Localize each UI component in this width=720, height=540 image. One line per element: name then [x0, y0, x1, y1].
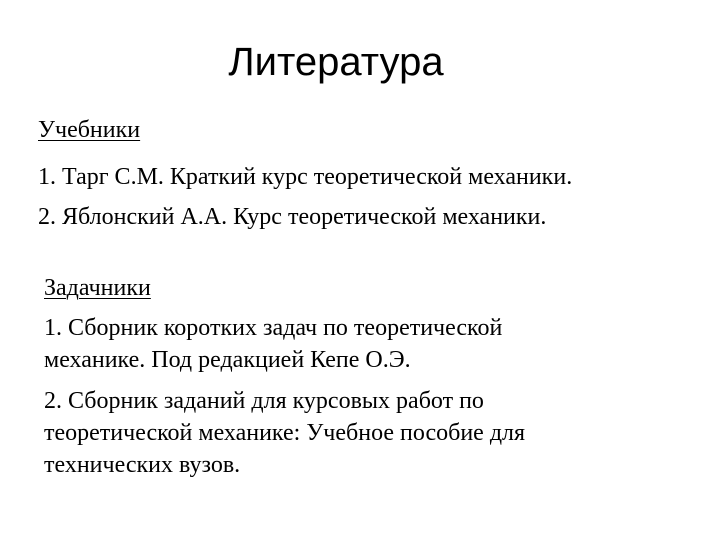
slide-title: Литература: [228, 40, 444, 84]
textbooks-heading: Учебники: [38, 117, 141, 143]
problem-book-item-1: 1. Сборник коротких задач по теоретической механике. Под редакцией Кепе О.Э.: [44, 315, 503, 373]
problem-book-item-2: 2. Сборник заданий для курсовых работ по теоретической механике: Учебное пособие для технических вузов.: [44, 388, 526, 478]
problem-books-heading: Задачники: [44, 275, 151, 301]
textbook-item-2: 2. Яблонский А.А. Курс теоретической механики.: [38, 204, 547, 230]
textbook-item-1: 1. Тарг С.М. Краткий курс теоретической механики.: [38, 164, 573, 190]
